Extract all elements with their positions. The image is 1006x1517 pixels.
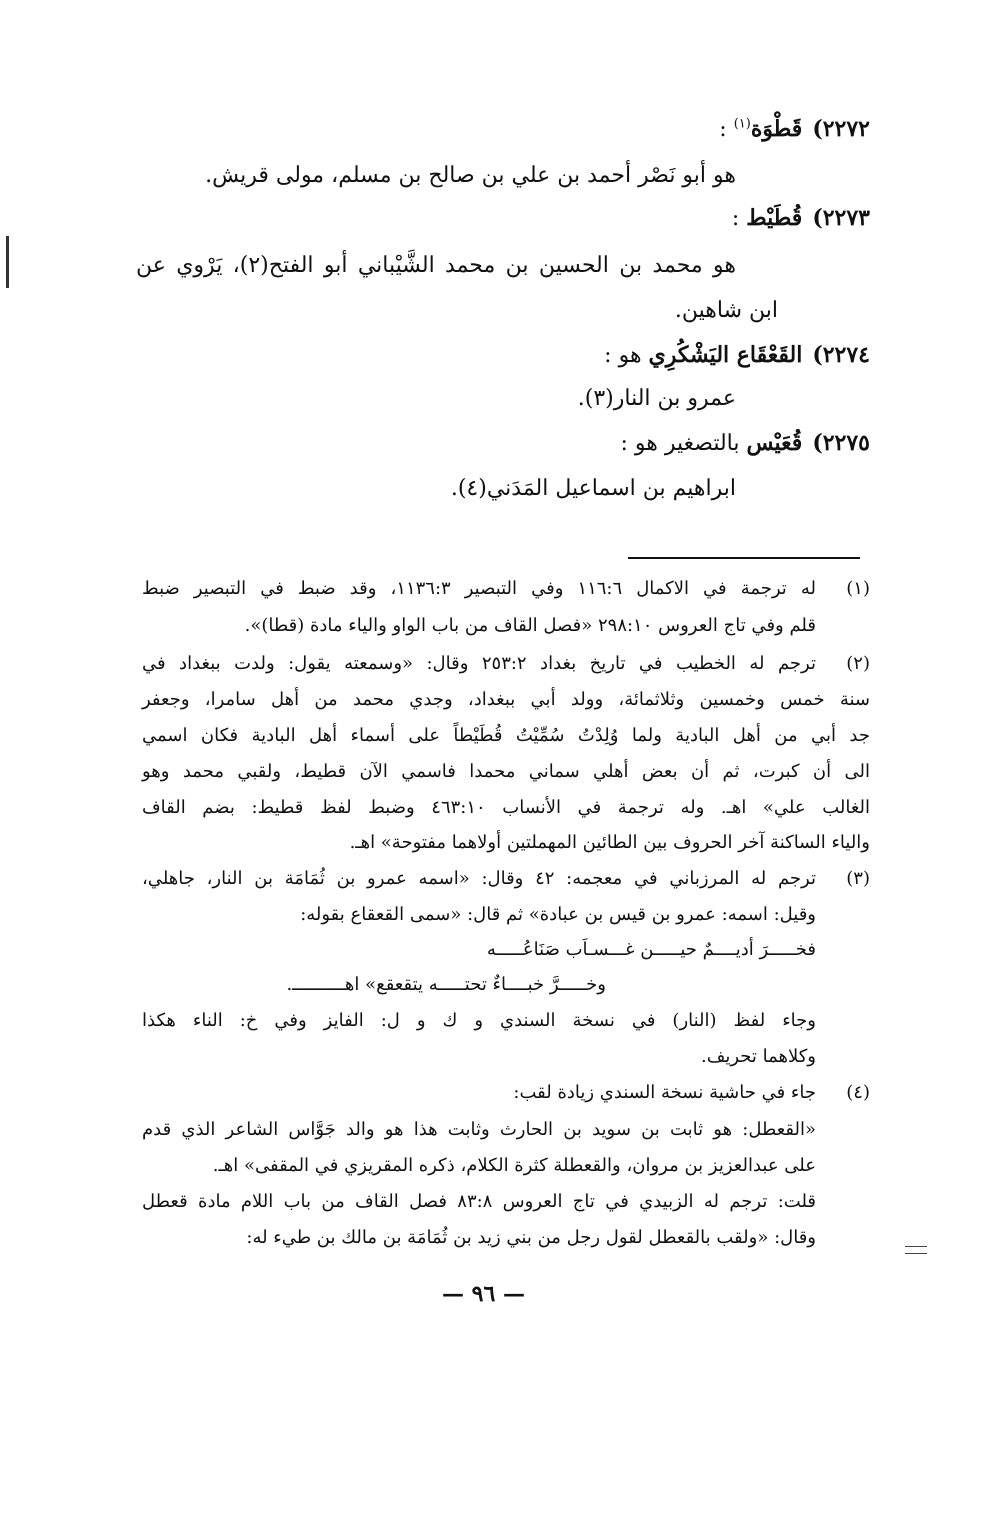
footnote-3-line2: وقيل: اسمه: عمرو بن قيس بن عبادة» ثم قال: «سمى القعقاع بقوله:	[300, 904, 816, 925]
footnote-2-line4: الى أن كبرت، ثم أن بعض أهلي سماني محمدا فاسمي الآن قطيط، ولقبي محمد وهو	[142, 761, 870, 782]
entry-2275-body: ابراهيم بن اسماعيل المَدَني(٤).	[450, 476, 736, 501]
footnote-3-verse1: فخـــــرَ أديــــمٌ حيـــــن غـــسـاَب صَنَاعُـــــه	[486, 939, 816, 960]
entry-tail: :	[719, 117, 734, 142]
footnote-1-line2: قلم وفي تاج العروس ٢٩٨:١٠ «فصل القاف من باب الواو والياء مادة (قطا)».	[244, 615, 816, 636]
footnote-3-number: (٣)	[846, 868, 870, 889]
entry-2273-body-line1: هو محمد بن الحسين بن محمد الشَّيْباني أبو الفتح(٢)، يَرْوي عن	[136, 253, 736, 278]
entry-headword: قَطْوَة	[750, 116, 803, 142]
entry-2272-heading	[719, 116, 870, 142]
footnote-2-line3: جد أبي من أهل البادية ولما وُلِدْتُ سُمِّيْتُ قُطَيْطاً على أسماء أهل البادية فكان اسمي	[142, 725, 870, 746]
footnote-3-line4: وكلاهما تحريف.	[700, 1046, 816, 1067]
entry-2272-body: هو أبو نَصْر أحمد بن علي بن صالح بن مسلم، مولى قريش.	[205, 163, 736, 188]
entry-2273-heading	[732, 205, 870, 231]
footnote-4-line4: قلت: ترجم له الزبيدي في تاج العروس ٨٣:٨ فصل القاف من باب اللام مادة قعطل	[142, 1191, 817, 1212]
footnote-2-line5: الغالب علي» اهـ. وله ترجمة في الأنساب ٤٦٣:١٠ وضبط لفظ قطيط: بضم القاف	[142, 797, 870, 818]
footnote-2-line1: ترجم له الخطيب في تاريخ بغداد ٢٥٣:٢ وقال: «وسمعته يقول: ولدت ببغداد في	[142, 653, 816, 674]
entry-headword: القَعْقَاع اليَشْكُرِي	[648, 342, 803, 368]
footnote-ref: (١)	[733, 116, 751, 132]
entry-2274-body: عمرو بن النار(٣).	[577, 386, 736, 411]
entry-2273-body-line2: ابن شاهين.	[674, 298, 778, 323]
footnote-separator	[628, 557, 860, 559]
footnote-2-line2: سنة خمس وخمسين وثلاثمائة، وولد أبي ببغداد، وجدي محمد من أهل سامرا، وجعفر	[142, 689, 870, 710]
footnote-3-line3: وجاء لفظ (النار) في نسخة السندي و ك و ل: الفايز وفي خ: الناء هكذا	[142, 1010, 816, 1031]
entry-number: ٢٢٧٢)	[812, 116, 870, 142]
footnote-4-line5: وقال: «ولقب بالقعطل لقول رجل من بني زيد بن ثُمَامَة بن مالك بن طيء له:	[246, 1227, 816, 1248]
entry-headword: قُطَيْط	[746, 205, 803, 231]
entry-number: ٢٢٧٤)	[812, 342, 870, 368]
page-number: — ٩٦ —	[442, 1281, 525, 1307]
entry-2275-heading	[620, 430, 870, 456]
footnote-4-line3: على عبدالعزيز بن مروان، والقعطلة كثرة الكلام، ذكره المقريزي في المقفى» اهـ.	[212, 1155, 816, 1176]
entry-tail: هو :	[604, 343, 649, 368]
entry-tail: بالتصغير هو :	[620, 431, 747, 456]
entry-2274-heading	[604, 342, 870, 368]
footnote-4-line1: جاء في حاشية نسخة السندي زيادة لقب:	[513, 1082, 816, 1103]
entry-tail: :	[731, 206, 747, 231]
scan-edge-mark	[6, 236, 9, 288]
footnote-3-line1: ترجم له المرزباني في معجمه: ٤٢ وقال: «اسمه عمرو بن ثُمَامَة بن النار، جاهلي،	[142, 868, 816, 889]
footnote-3-verse2: وخـــــرَّ خبــــاءٌ تحتـــــه يتقعقع» اهــــــــــ.	[286, 974, 606, 995]
continuation-mark	[905, 1246, 927, 1254]
entry-number: ٢٢٧٥)	[812, 430, 870, 456]
footnote-1-number: (١)	[846, 578, 870, 599]
entry-headword: قُعَيْس	[746, 430, 803, 456]
footnote-2-line6: والياء الساكنة آخر الحروف بين الطائين المهملتين أولاهما مفتوحة» اهـ.	[349, 832, 870, 853]
footnote-1-line1: له ترجمة في الاكمال ١١٦:٦ وفي التبصير ١١٣٦:٣، وقد ضبط في التبصير ضبط	[142, 578, 816, 599]
footnote-4-line2: «القعطل: هو ثابت بن سويد بن الحارث وثابت هذا هو والد جَوَّاس الشاعر الذي قدم	[142, 1119, 816, 1140]
entry-number: ٢٢٧٣)	[812, 205, 870, 231]
footnote-4-number: (٤)	[846, 1082, 870, 1103]
footnote-2-number: (٢)	[846, 653, 870, 674]
